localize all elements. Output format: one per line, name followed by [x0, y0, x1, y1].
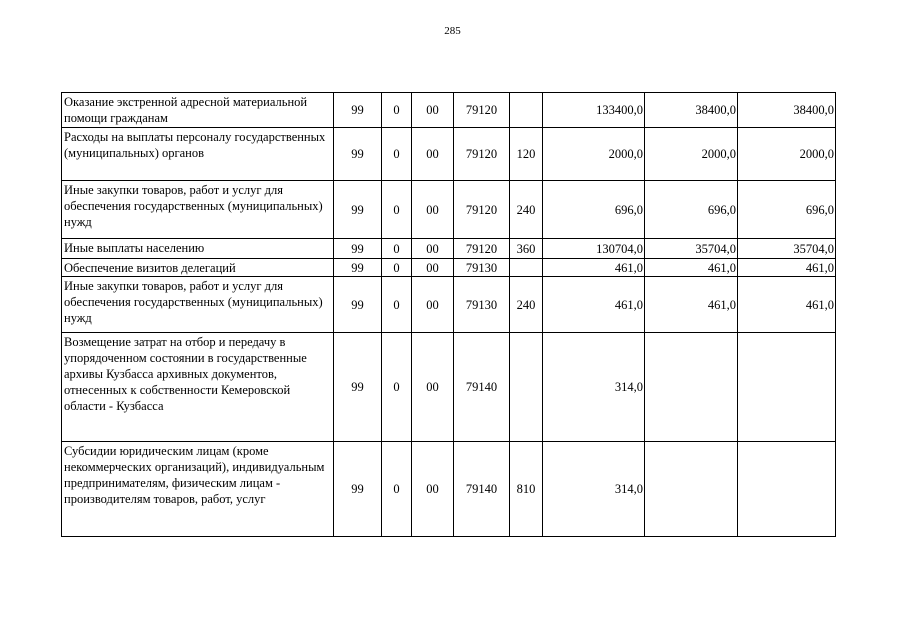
col-vr	[510, 259, 543, 277]
col-b: 0	[382, 277, 412, 333]
col-c: 00	[412, 442, 454, 537]
col-sum-1: 314,0	[543, 442, 645, 537]
col-c: 00	[412, 181, 454, 239]
row-name: Возмещение затрат на отбор и передачу в упорядоченном состоянии в государственные архивы Кузбасса архивных документов, отнесенных к собственности Кемеровской области - Кузбасса	[62, 333, 334, 442]
col-vr	[510, 333, 543, 442]
table-row	[62, 239, 836, 259]
col-a: 99	[334, 239, 382, 259]
col-sum-1: 314,0	[543, 333, 645, 442]
col-code: 79140	[454, 442, 510, 537]
col-sum-2: 461,0	[645, 259, 738, 277]
col-sum-3: 461,0	[738, 259, 836, 277]
col-c: 00	[412, 239, 454, 259]
col-code: 79120	[454, 128, 510, 181]
col-vr: 240	[510, 277, 543, 333]
col-vr: 360	[510, 239, 543, 259]
row-name: Обеспечение визитов делегаций	[62, 259, 334, 277]
col-code: 79120	[454, 181, 510, 239]
col-b: 0	[382, 93, 412, 128]
col-sum-1: 696,0	[543, 181, 645, 239]
col-a: 99	[334, 277, 382, 333]
col-c: 00	[412, 259, 454, 277]
col-sum-2: 38400,0	[645, 93, 738, 128]
col-vr: 120	[510, 128, 543, 181]
col-c: 00	[412, 277, 454, 333]
col-c: 00	[412, 128, 454, 181]
row-name: Иные закупки товаров, работ и услуг для обеспечения государственных (муниципальных) нужд	[62, 181, 334, 239]
col-a: 99	[334, 333, 382, 442]
col-b: 0	[382, 333, 412, 442]
col-vr: 810	[510, 442, 543, 537]
row-name: Иные выплаты населению	[62, 239, 334, 259]
col-sum-1: 2000,0	[543, 128, 645, 181]
col-sum-2: 35704,0	[645, 239, 738, 259]
col-a: 99	[334, 442, 382, 537]
table-row	[62, 442, 836, 537]
table-row	[62, 259, 836, 277]
row-name: Оказание экстренной адресной материальной помощи гражданам	[62, 93, 334, 128]
col-sum-3	[738, 333, 836, 442]
col-sum-1: 461,0	[543, 259, 645, 277]
col-code: 79120	[454, 93, 510, 128]
col-sum-1: 461,0	[543, 277, 645, 333]
table-row	[62, 277, 836, 333]
col-sum-2: 461,0	[645, 277, 738, 333]
col-vr: 240	[510, 181, 543, 239]
col-sum-1: 133400,0	[543, 93, 645, 128]
col-code: 79120	[454, 239, 510, 259]
budget-table	[61, 92, 836, 537]
col-sum-3: 35704,0	[738, 239, 836, 259]
col-code: 79140	[454, 333, 510, 442]
col-sum-3: 38400,0	[738, 93, 836, 128]
col-sum-2: 696,0	[645, 181, 738, 239]
col-b: 0	[382, 128, 412, 181]
row-name: Иные закупки товаров, работ и услуг для обеспечения государственных (муниципальных) нужд	[62, 277, 334, 333]
col-a: 99	[334, 259, 382, 277]
col-code: 79130	[454, 259, 510, 277]
col-a: 99	[334, 128, 382, 181]
col-a: 99	[334, 93, 382, 128]
col-sum-3: 2000,0	[738, 128, 836, 181]
col-sum-3: 696,0	[738, 181, 836, 239]
table-row	[62, 128, 836, 181]
col-sum-3: 461,0	[738, 277, 836, 333]
col-sum-2: 2000,0	[645, 128, 738, 181]
col-vr	[510, 93, 543, 128]
col-b: 0	[382, 239, 412, 259]
row-name: Расходы на выплаты персоналу государственных (муниципальных) органов	[62, 128, 334, 181]
table-row	[62, 93, 836, 128]
col-c: 00	[412, 93, 454, 128]
col-a: 99	[334, 181, 382, 239]
table-row	[62, 181, 836, 239]
col-sum-3	[738, 442, 836, 537]
col-sum-2	[645, 333, 738, 442]
col-b: 0	[382, 259, 412, 277]
page-number: 285	[444, 25, 461, 37]
table-row	[62, 333, 836, 442]
col-sum-1: 130704,0	[543, 239, 645, 259]
col-b: 0	[382, 181, 412, 239]
col-b: 0	[382, 442, 412, 537]
col-code: 79130	[454, 277, 510, 333]
col-sum-2	[645, 442, 738, 537]
row-name: Субсидии юридическим лицам (кроме некоммерческих организаций), индивидуальным предпринимателям, физическим лицам - производителям товаров, работ, услуг	[62, 442, 334, 537]
col-c: 00	[412, 333, 454, 442]
